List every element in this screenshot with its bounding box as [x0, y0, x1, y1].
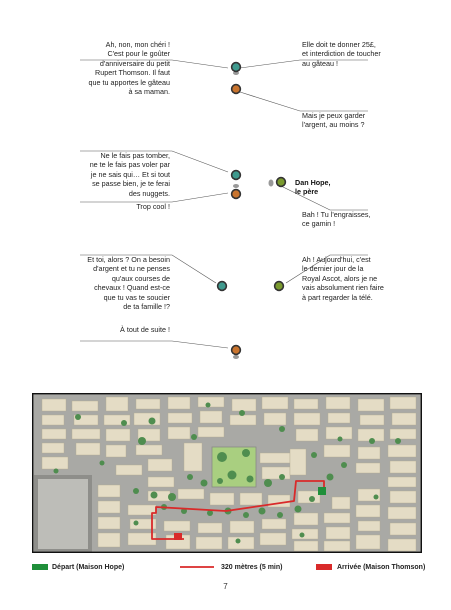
dialogue-mother-horses: Et toi, alors ? On a besoin d'argent et tu ne penses qu'aux courses de chevaux ! Quand est-ce que tu vas te soucier de ta famille !?	[87, 255, 170, 312]
start-marker	[318, 487, 326, 495]
dialogue-mother-birthday: Ah, non, mon chéri ! C'est pour le goûter d'anniversaire du petit Rupert Thomson. Il faut que tu apportes le gâteau à sa maman.	[88, 40, 170, 97]
father-marker	[274, 281, 284, 291]
child-marker	[217, 281, 227, 291]
dialogue-mother-careful: Ne le fais pas tomber, ne te le fais pas voler par je ne sais qui… Et si tout se passe bien, je te ferai des nuggets.	[89, 151, 170, 198]
legend-start-label: Départ (Maison Hope)	[52, 564, 125, 571]
mother-marker	[231, 84, 241, 94]
pointer-line	[240, 92, 368, 111]
mother-marker	[231, 345, 241, 359]
child-marker	[231, 62, 241, 75]
dialogue-child-keep-money: Mais je peux garder l'argent, au moins ?	[302, 111, 366, 130]
dialogue-mother-money: Elle doit te donner 25£, et interdiction de toucher au gâteau !	[302, 40, 381, 68]
neighborhood-map	[32, 393, 422, 553]
father-marker	[269, 177, 287, 187]
mother-marker	[231, 184, 241, 199]
dialogue-child-cool: Trop cool !	[136, 202, 170, 211]
child-marker	[231, 170, 241, 180]
legend-end-swatch	[316, 564, 332, 570]
page-number: 7	[223, 582, 228, 591]
dialogue-father-fattening: Bah ! Tu l'engraisses, ce gamin !	[302, 210, 371, 229]
dialogue-father-royal-ascot: Ah ! Aujourd'hui, c'est le dernier jour de la Royal Ascot, alors je ne vais absolument rien faire à part regarder la télé.	[302, 255, 384, 302]
end-marker	[174, 533, 182, 540]
legend-end-label: Arrivée (Maison Thomson)	[337, 564, 426, 571]
speaker-label-father: Dan Hope, le père	[295, 178, 331, 197]
legend-route-label: 320 mètres (5 min)	[221, 564, 283, 571]
legend-start-swatch	[32, 564, 48, 570]
dialogue-child-see-you: À tout de suite !	[120, 325, 170, 334]
pointer-line	[80, 341, 228, 348]
